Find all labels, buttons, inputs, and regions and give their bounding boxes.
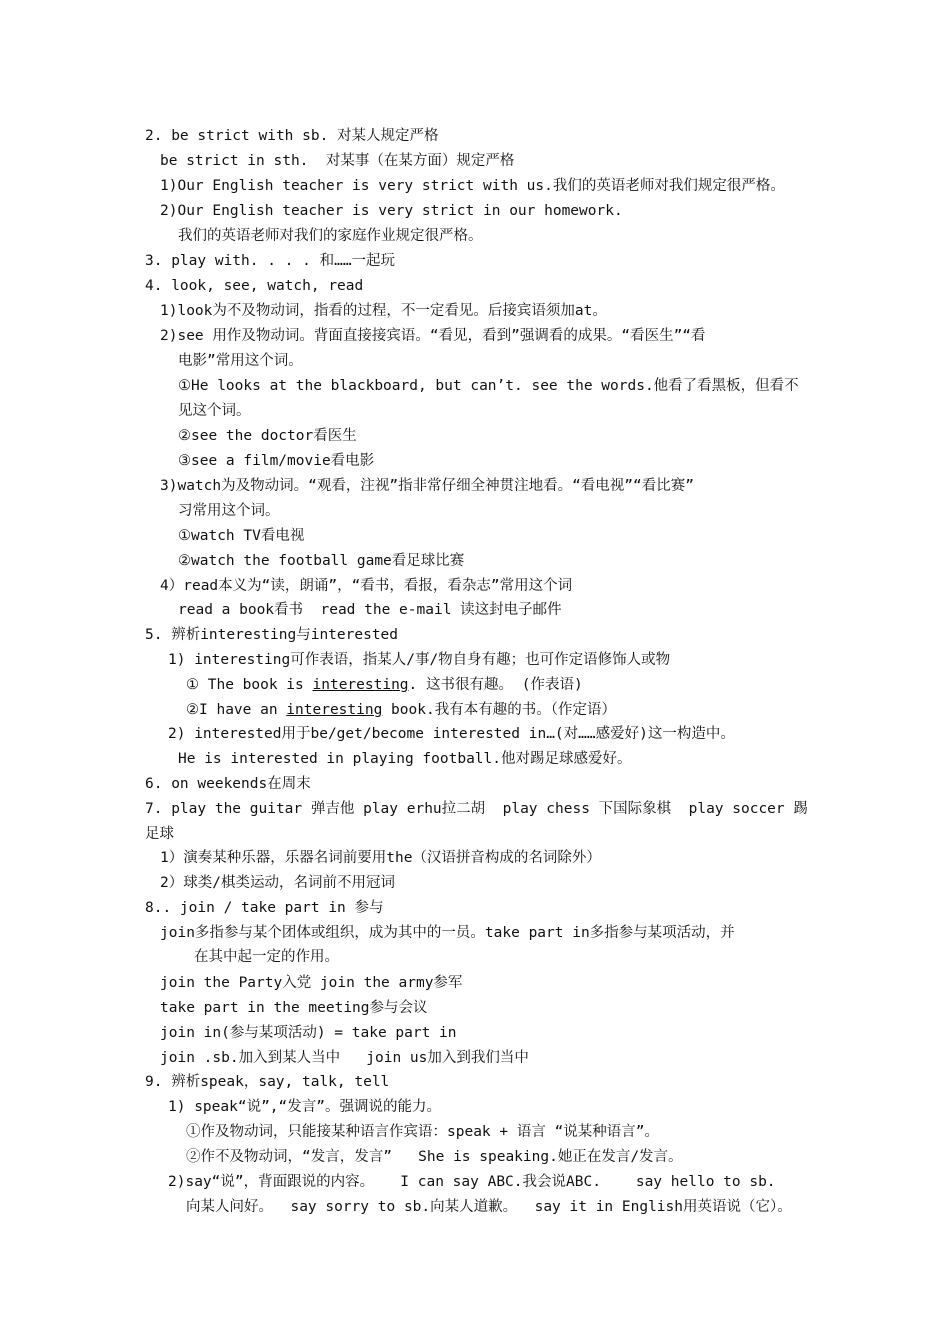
item-4-see: 2)see 用作及物动词。背面直接接宾语。“看见，看到”强调看的成果。“看医生”“看 [160,328,706,344]
item-8-explanation-cont: 在其中起一定的作用。 [194,949,339,965]
item-5-interesting: 1) interesting可作表语，指某人/事/物自身有趣；也可作定语修饰人或物 [168,652,671,668]
item-8-example-1: join the Party入党 join the army参军 [160,975,463,991]
item-7-heading-cont: 足球 [145,826,174,842]
item-5-interesting-example-2: ②I have an interesting book.我有本有趣的书。（作定语） [186,702,616,718]
item-4-read-example: read a book看书 read the e-mail 读这封电子邮件 [178,602,562,618]
item-2-example-1: 1)Our English teacher is very strict with us.我们的英语老师对我们规定很严格。 [160,178,785,194]
item-8-heading: 8.. join / take part in 参与 [145,900,384,916]
item-4-see-example-2: ②see the doctor看医生 [178,428,357,444]
item-4-watch-cont: 习常用这个词。 [178,503,280,519]
item-7-rule-1: 1）演奏某种乐器，乐器名词前要用the（汉语拼音构成的名词除外） [160,850,601,866]
item-5-interesting-example-1: ① The book is interesting. 这书很有趣。 (作表语) [186,677,583,693]
item-2-example-2-translation: 我们的英语老师对我们的家庭作业规定很严格。 [178,228,483,244]
item-2-example-2: 2)Our English teacher is very strict in our homework. [160,203,623,219]
item-5-heading: 5. 辨析interesting与interested [145,627,399,643]
item-8-example-3: join in(参与某项活动) = take part in [160,1025,457,1041]
item-4-see-example-1: ①He looks at the blackboard, but can’t. see the words.他看了看黑板，但看不 [178,378,799,394]
underlined-word: interesting [312,677,409,693]
underlined-word: interesting [286,702,383,718]
item-4-look: 1)look为不及物动词，指看的过程，不一定看见。后接宾语须加at。 [160,303,607,319]
item-4-heading: 4. look, see, watch, read [145,278,364,294]
item-4-watch: 3)watch为及物动词。“观看，注视”指非常仔细全神贯注地看。“看电视”“看比赛” [160,478,694,494]
item-5-interested-example: He is interested in playing football.他对踢足球感爱好。 [178,751,632,767]
item-2-subheading: be strict in sth. 对某事（在某方面）规定严格 [160,153,515,169]
item-6-heading: 6. on weekends在周末 [145,776,311,792]
item-7-rule-2: 2）球类/棋类运动，名词前不用冠词 [160,875,395,891]
item-8-example-4: join .sb.加入到某人当中 join us加入到我们当中 [160,1050,529,1066]
item-2-heading: 2. be strict with sb. 对某人规定严格 [145,128,439,144]
item-9-heading: 9. 辨析speak，say, talk, tell [145,1074,390,1090]
item-4-read: 4）read本义为“读，朗诵”，“看书，看报，看杂志”常用这个词 [160,578,573,594]
item-9-speak-transitive: ①作及物动词，只能接某种语言作宾语：speak + 语言 “说某种语言”。 [186,1124,660,1140]
item-3-heading: 3. play with. . . . 和……一起玩 [145,253,396,269]
item-4-see-example-3: ③see a film/movie看电影 [178,453,375,469]
item-9-say-cont: 向某人问好。 say sorry to sb.向某人道歉。 say it in English用英语说（它）。 [186,1199,792,1215]
item-4-watch-example-1: ①watch TV看电视 [178,528,305,544]
item-8-example-2: take part in the meeting参与会议 [160,1000,428,1016]
item-9-speak: 1) speak“说”,“发言”。强调说的能力。 [168,1099,441,1115]
item-5-interested: 2) interested用于be/get/become interested in…(对……感爱好)这一构造中。 [168,726,735,742]
item-4-see-cont: 电影”常用这个词。 [178,353,303,369]
item-4-see-example-1-cont: 见这个词。 [178,403,251,419]
item-8-explanation: join多指参与某个团体或组织，成为其中的一员。take part in多指参与某项活动，并 [160,925,735,941]
item-4-watch-example-2: ②watch the football game看足球比赛 [178,553,465,569]
item-7-heading: 7. play the guitar 弹吉他 play erhu拉二胡 play chess 下国际象棋 play soccer 踢 [145,801,808,817]
item-9-say: 2)say“说”，背面跟说的内容。 I can say ABC.我会说ABC. say hello to sb. [168,1174,776,1190]
item-9-speak-intransitive: ②作不及物动词，“发言，发言” She is speaking.她正在发言/发言。 [186,1149,683,1165]
